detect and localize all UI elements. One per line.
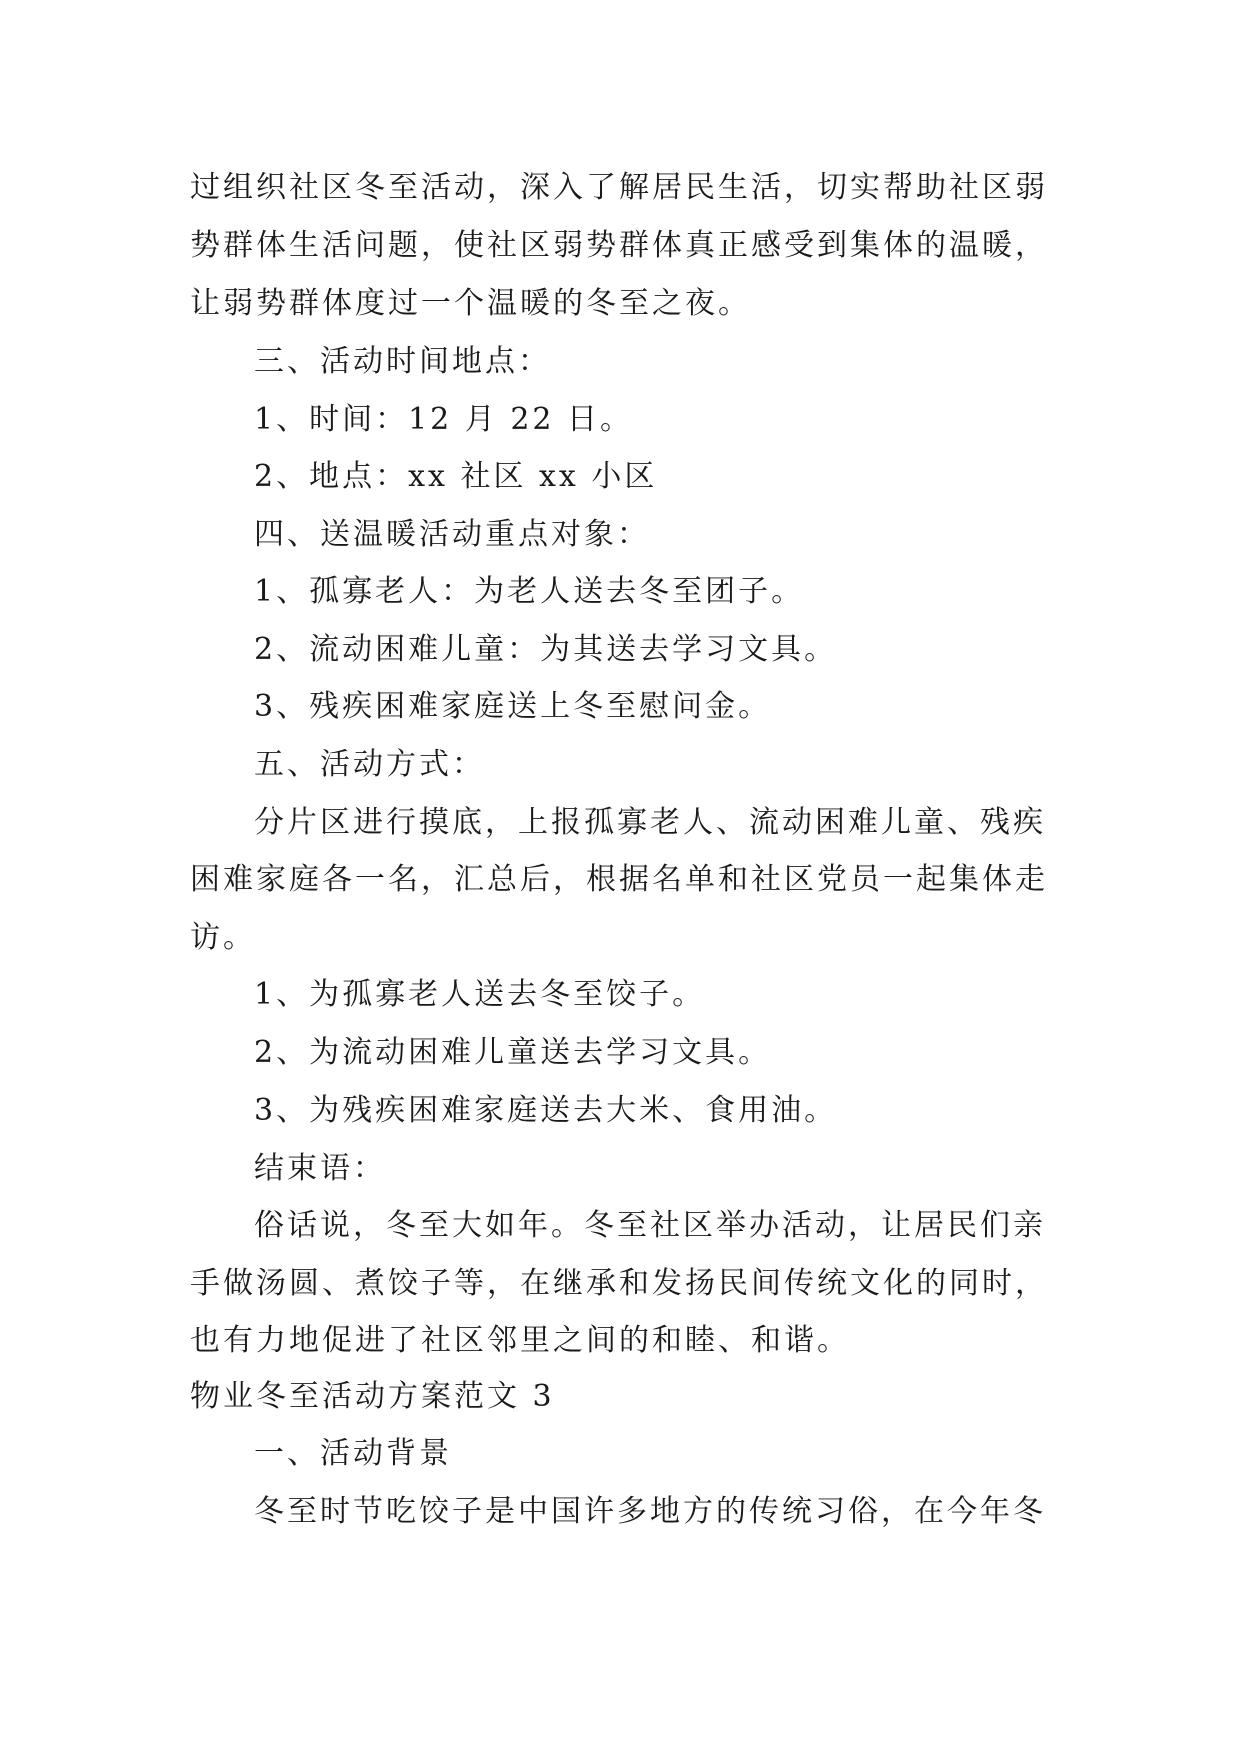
section-heading: 五、活动方式：: [254, 747, 485, 782]
list-item: 2、地点：xx 社区 xx 小区: [254, 459, 658, 494]
list-item: 3、残疾困难家庭送上冬至慰问金。: [254, 689, 772, 724]
paragraph-line: 访。: [190, 920, 256, 955]
section-heading: 四、送温暖活动重点对象：: [254, 517, 650, 552]
section-heading: 一、活动背景: [254, 1436, 452, 1471]
list-item: 1、孤寡老人：为老人送去冬至团子。: [254, 574, 805, 609]
paragraph-line: 也有力地促进了社区邻里之间的和睦、和谐。: [190, 1323, 850, 1358]
section-heading: 三、活动时间地点：: [254, 344, 551, 379]
section-heading: 结束语：: [254, 1151, 386, 1186]
paragraph-line: 困难家庭各一名，汇总后，根据名单和社区党员一起集体走: [190, 862, 1048, 897]
paragraph-line: 俗话说，冬至大如年。冬至社区举办活动，让居民们亲: [254, 1208, 1046, 1243]
paragraph-line: 过组织社区冬至活动，深入了解居民生活，切实帮助社区弱: [190, 170, 1048, 205]
document-title: 物业冬至活动方案范文 3: [190, 1379, 555, 1414]
list-item: 2、为流动困难儿童送去学习文具。: [254, 1035, 772, 1070]
paragraph-line: 分片区进行摸底，上报孤寡老人、流动困难儿童、残疾: [254, 805, 1046, 840]
paragraph-line: 让弱势群体度过一个温暖的冬至之夜。: [190, 286, 751, 321]
paragraph-line: 冬至时节吃饺子是中国许多地方的传统习俗，在今年冬: [254, 1494, 1046, 1529]
list-item: 3、为残疾困难家庭送去大米、食用油。: [254, 1093, 838, 1128]
list-item: 2、流动困难儿童：为其送去学习文具。: [254, 632, 838, 667]
list-item: 1、时间：12 月 22 日。: [254, 402, 634, 437]
paragraph-line: 手做汤圆、煮饺子等，在继承和发扬民间传统文化的同时，: [190, 1266, 1048, 1301]
list-item: 1、为孤寡老人送去冬至饺子。: [254, 977, 706, 1012]
paragraph-line: 势群体生活问题，使社区弱势群体真正感受到集体的温暖，: [190, 228, 1048, 263]
